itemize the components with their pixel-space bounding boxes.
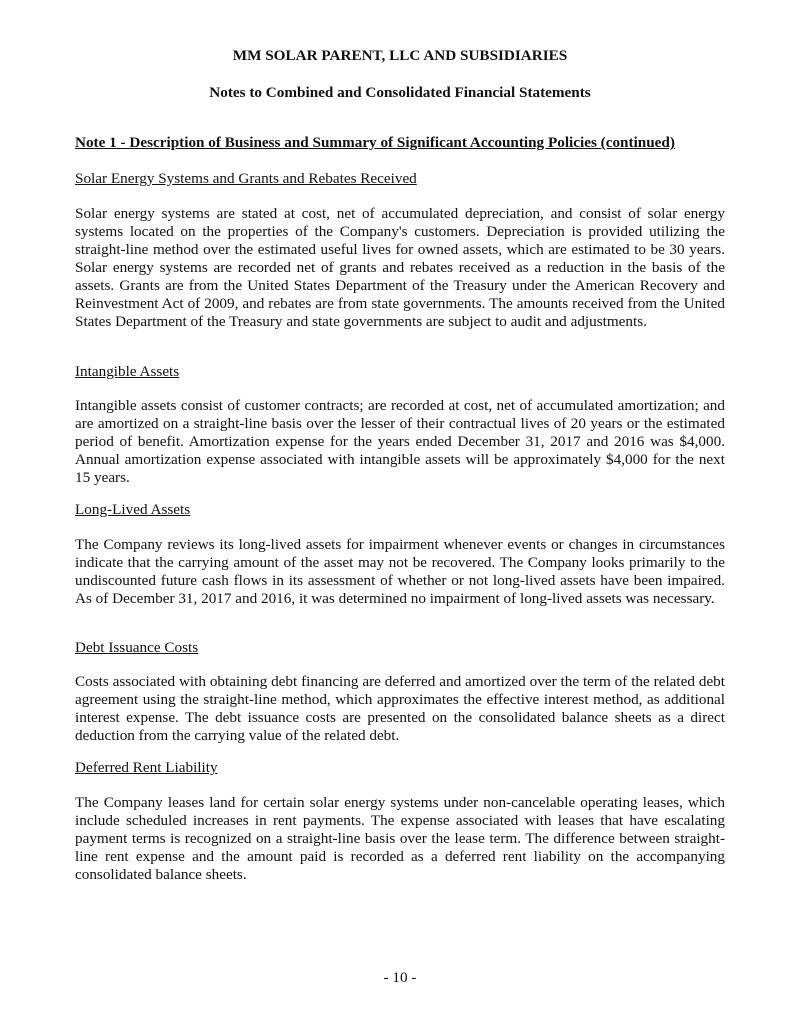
section-body-deferred-rent-liability: The Company leases land for certain solar energy systems under non-cancelable operating leases, which include scheduled increases in rent payments. The expense associated with leases that have escalating payment terms is recognized on a straight-line basis over the lease term. The difference between straight-line rent expense and the amount paid is recorded as a deferred rent liability on the accompanying consolidated balance sheets. — [75, 794, 725, 883]
page-number: - 10 - — [383, 969, 417, 986]
section-heading-intangible-assets: Intangible Assets — [75, 363, 180, 380]
section-body-debt-issuance-costs: Costs associated with obtaining debt financing are deferred and amortized over the term of the related debt agreement using the straight-line method, which approximates the effective interest method, as additional interest expense. The debt issuance costs are presented on the consolidated balance sheets as a direct deduction from the carrying value of the related debt. — [75, 673, 725, 744]
section-body-long-lived-assets: The Company reviews its long-lived assets for impairment whenever events or changes in circumstances indicate that the carrying amount of the asset may not be recovered. The Company looks primarily to the undiscounted future cash flows in its assessment of whether or not long-lived assets have been impaired. As of December 31, 2017 and 2016, it was determined no impairment of long-lived assets was necessary. — [75, 536, 725, 607]
section-heading-debt-issuance-costs: Debt Issuance Costs — [75, 639, 199, 656]
section-body-intangible-assets: Intangible assets consist of customer contracts; are recorded at cost, net of accumulated amortization; and are amortized on a straight-line basis over the lesser of their contractual lives of 20 years or the estimated period of benefit. Amortization expense for the years ended December 31, 2017 and 2016 was $4,000. Annual amortization expense associated with intangible assets will be approximately $4,000 for the next 15 years. — [75, 397, 725, 486]
document-subtitle: Notes to Combined and Consolidated Financial Statements — [209, 84, 591, 101]
section-heading-solar-energy-systems: Solar Energy Systems and Grants and Rebates Received — [75, 170, 417, 187]
company-title: MM SOLAR PARENT, LLC AND SUBSIDIARIES — [232, 47, 568, 64]
section-body-solar-energy-systems: Solar energy systems are stated at cost, net of accumulated depreciation, and consist of solar energy systems located on the properties of the Company's customers. Depreciation is provided utilizing the straight-line method over the estimated useful lives for owned assets, which are estimated to be 30 years. Solar energy systems are recorded net of grants and rebates received as a reduction in the basis of the assets. Grants are from the United States Department of the Treasury under the American Recovery and Reinvestment Act of 2009, and rebates are from state governments. The amounts received from the United States Department of the Treasury and state governments are subject to audit and adjustments. — [75, 205, 725, 330]
section-heading-deferred-rent-liability: Deferred Rent Liability — [75, 759, 218, 776]
section-heading-long-lived-assets: Long-Lived Assets — [75, 501, 191, 518]
note-heading: Note 1 - Description of Business and Summary of Significant Accounting Policies (continued) — [75, 134, 675, 151]
